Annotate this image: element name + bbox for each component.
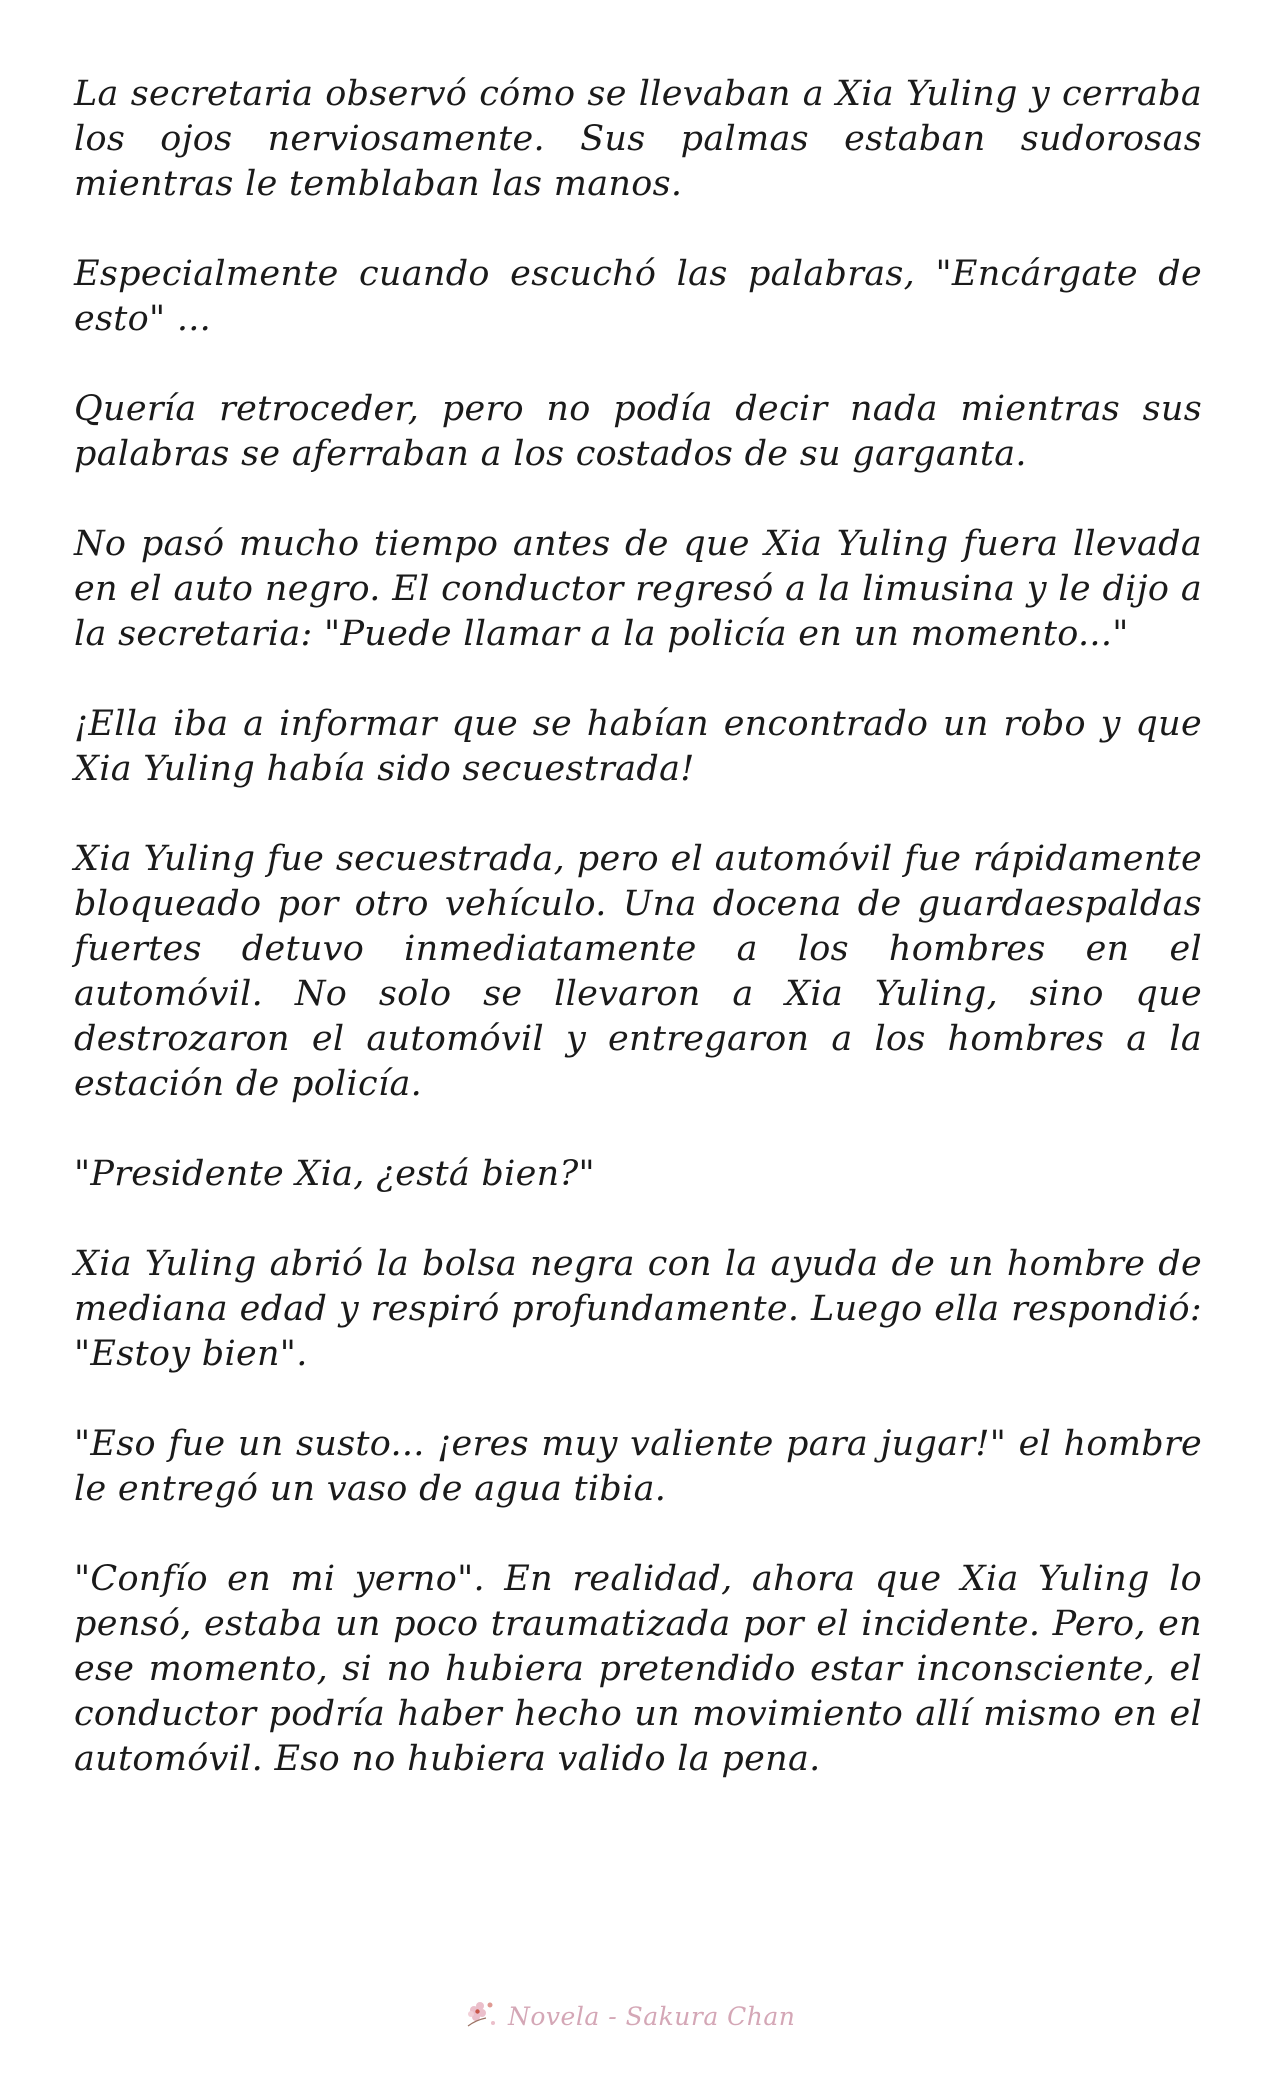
paragraph: No pasó mucho tiempo antes de que Xia Yuling fuera llevada en el auto negro. El conductor regresó a la limusina y le dijo a la secretaria: "Puede llamar a la policía en un momento..." — [74, 524, 1202, 654]
paragraph: Xia Yuling abrió la bolsa negra con la ayuda de un hombre de mediana edad y respiró profundamente. Luego ella respondió: "Estoy bien". — [74, 1244, 1202, 1374]
watermark-text: Novela - Sakura Chan — [508, 2001, 796, 2031]
paragraph: Especialmente cuando escuchó las palabras, "Encárgate de esto" ... — [74, 254, 1202, 339]
paragraph: "Presidente Xia, ¿está bien?" — [74, 1154, 595, 1194]
watermark — [460, 1996, 795, 2036]
paragraph: Xia Yuling fue secuestrada, pero el automóvil fue rápidamente bloqueado por otro vehículo. Una docena de guardaespaldas fuertes detuvo inmediatamente a los hombres en el automóvil. No solo se llevaron a Xia Yuling, sino que destrozaron el automóvil y entregaron a los hombres a la estación de policía. — [74, 839, 1202, 1104]
paragraph: ¡Ella iba a informar que se habían encontrado un robo y que Xia Yuling había sido secuestrada! — [74, 704, 1202, 789]
document-body — [74, 72, 1202, 1827]
sakura-flower-icon — [460, 1996, 502, 2036]
paragraph: La secretaria observó cómo se llevaban a Xia Yuling y cerraba los ojos nerviosamente. Sus palmas estaban sudorosas mientras le temblaban las manos. — [74, 74, 1202, 204]
paragraph: "Confío en mi yerno". En realidad, ahora que Xia Yuling lo pensó, estaba un poco traumatizada por el incidente. Pero, en ese momento, si no hubiera pretendido estar inconsciente, el conductor podría haber hecho un movimiento allí mismo en el automóvil. Eso no hubiera valido la pena. — [74, 1559, 1202, 1779]
paragraph: Quería retroceder, pero no podía decir nada mientras sus palabras se aferraban a los costados de su garganta. — [74, 389, 1202, 474]
paragraph: "Eso fue un susto... ¡eres muy valiente para jugar!" el hombre le entregó un vaso de agua tibia. — [74, 1424, 1202, 1509]
